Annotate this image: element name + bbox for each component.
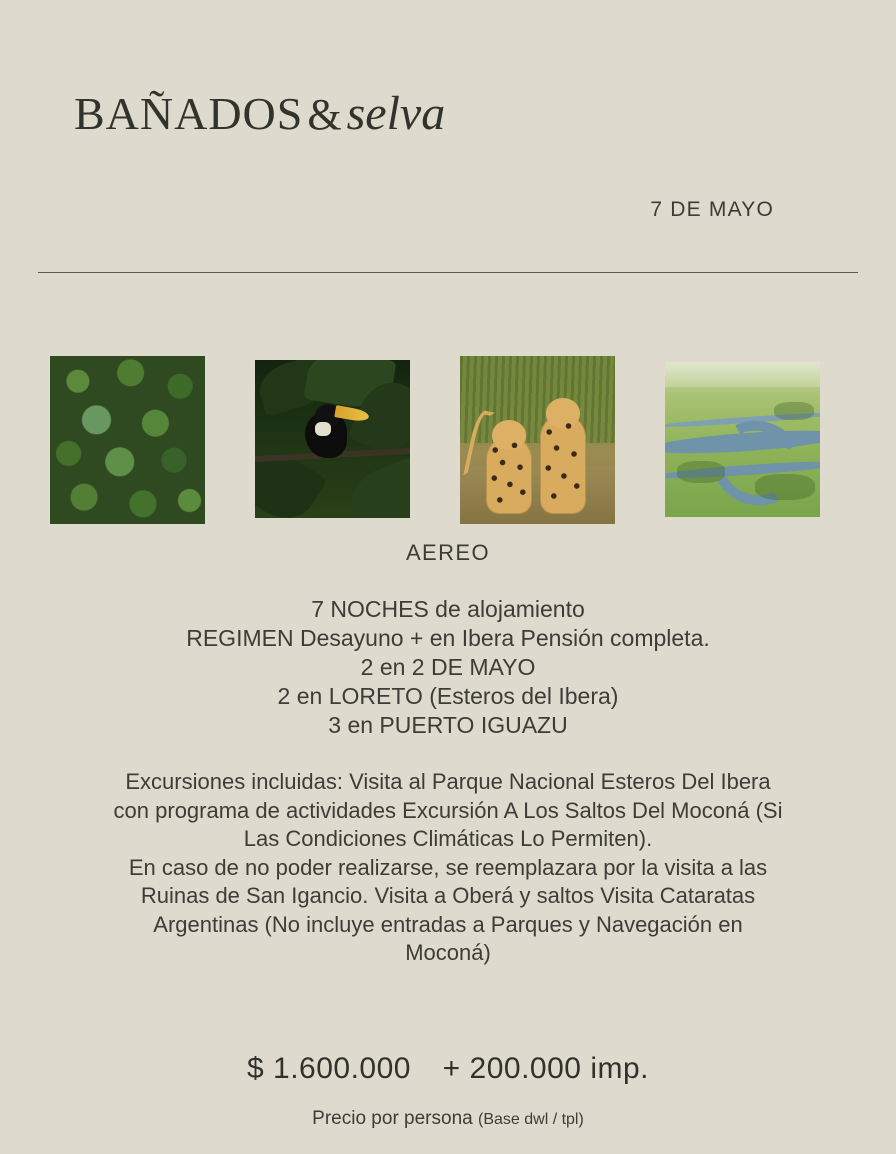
photo-strip [40,352,860,522]
brand-word-primary: BAÑADOS [74,88,304,139]
toucan-image [255,360,410,518]
price-note-main: Precio por persona [312,1108,473,1129]
price-amount: 1.600.000 [273,1052,411,1085]
price-plus: + [442,1052,461,1085]
excursions-paragraph-2: En caso de no poder realizarse, se reemplazara por la visita a las Ruinas de San Igancio. Visita a Oberá y saltos Visita Cataratas Argentinas (No incluye entradas a Parques y Navegación en Moconá) [128,854,768,965]
wetlands-image [665,362,820,517]
brand-word-secondary: selva [346,87,446,140]
jaguars-image [460,356,615,524]
transport-label: AEREO [405,540,491,565]
excursions-paragraph-1: Excursiones incluidas: Visita al Parque Nacional Esteros Del Ibera con programa de actividades Excursión A Los Saltos Del Moconá (Si Las Condiciones Climáticas Lo Permiten). [113,769,783,851]
detail-line-nights: 7 NOCHES de alojamiento [311,596,585,622]
detail-line-regimen: REGIMEN Desayuno + en Ibera Pensión completa. [186,625,710,651]
price-note [0,1108,896,1130]
accommodation-details [0,595,896,740]
photo-toucan-on-branch [255,360,410,518]
brand-title-block [74,88,834,141]
price-note-basis: (Base dwl / tpl) [478,1111,584,1128]
price-line [0,1052,896,1086]
photo-two-jaguars [460,356,615,524]
price-taxes: 200.000 imp. [469,1052,649,1085]
price-currency: $ [246,1052,265,1085]
page-title [74,88,834,141]
photo-aerial-wetlands [665,362,820,517]
brand-ampersand: & [307,90,343,139]
forest-canopy-image [50,356,205,524]
header-divider [38,272,858,273]
excursions-details [112,768,784,968]
detail-line-stay-3: 3 en PUERTO IGUAZU [328,712,568,738]
photo-aerial-forest-canopy [50,356,205,524]
travel-date: 7 DE MAYO [650,198,774,221]
detail-line-stay-1: 2 en 2 DE MAYO [360,654,536,680]
detail-line-stay-2: 2 en LORETO (Esteros del Ibera) [277,683,619,709]
